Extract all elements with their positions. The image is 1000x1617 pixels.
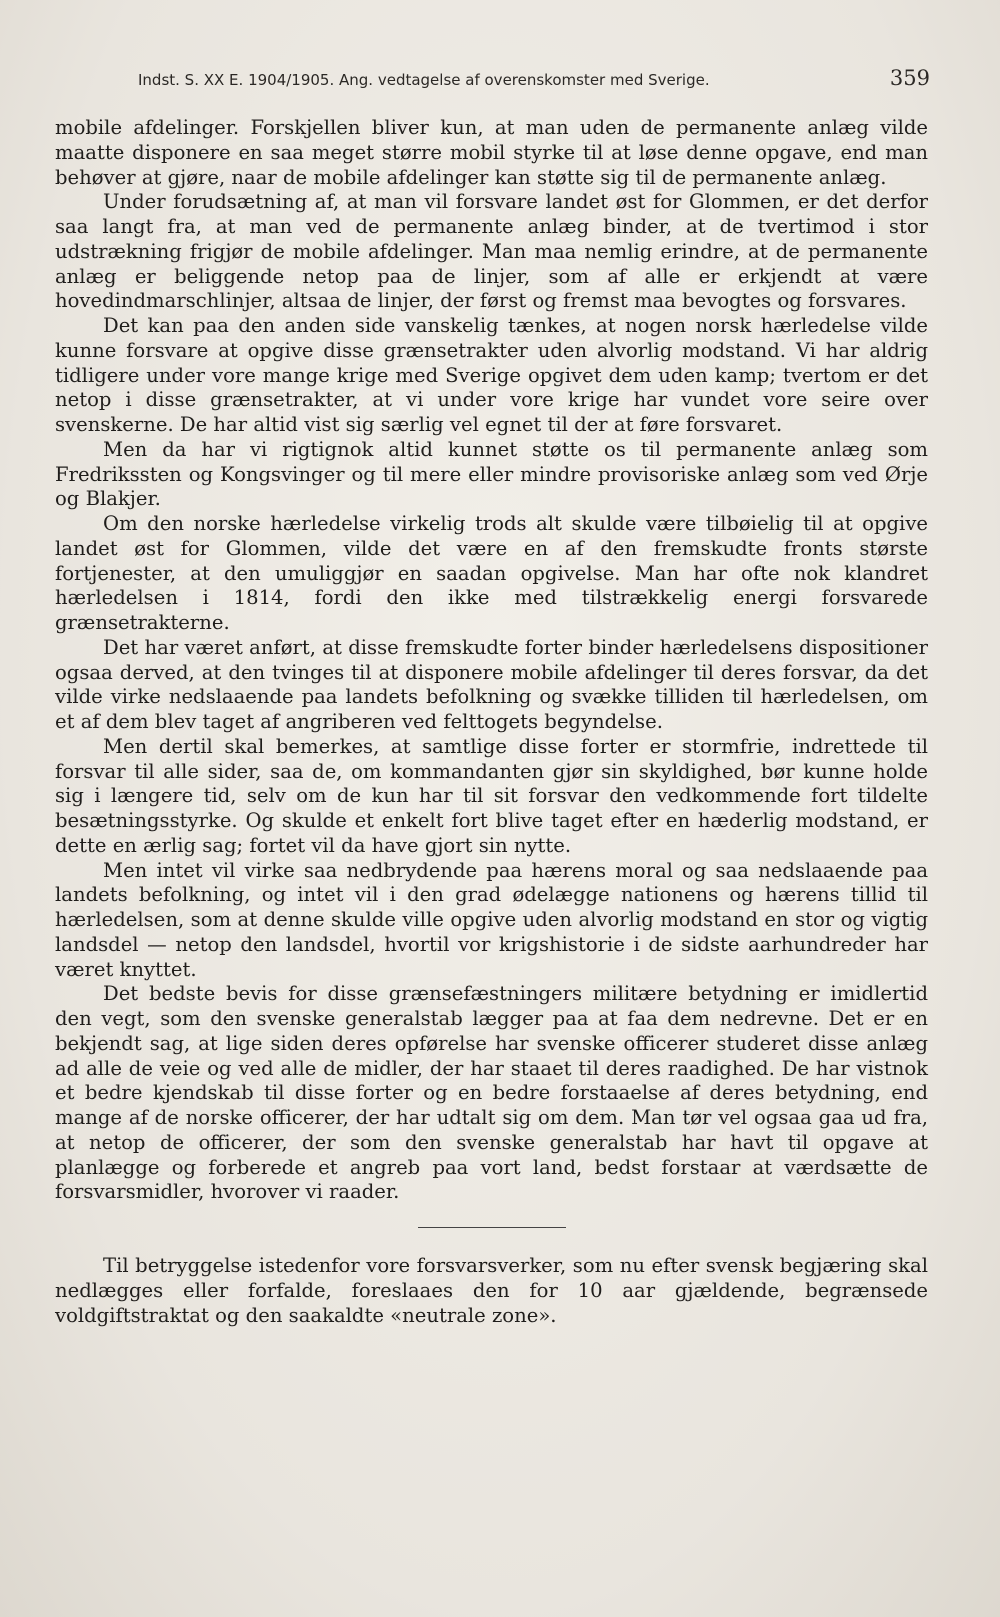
running-title: Indst. S. XX E. 1904/1905. Ang. vedtagelse af overenskomster med Sverige. <box>138 71 710 89</box>
paragraph: Men da har vi rigtignok altid kunnet støtte os til permanente anlæg som Fredrikssten og Kongsvinger og til mere eller mindre provisoriske anlæg som ved Ørje og Blakjer. <box>55 437 928 511</box>
section-divider <box>418 1227 566 1228</box>
paragraph: mobile afdelinger. Forskjellen bliver kun, at man uden de permanente anlæg vilde maatte disponere en saa meget større mobil styrke til at løse denne opgave, end man behøver at gjøre, naar de mobile afdelinger kan støtte sig til de permanente anlæg. <box>55 116 928 189</box>
paragraph: Under forudsætning af, at man vil forsvare landet øst for Glommen, er det derfor saa langt fra, at man ved de permanente anlæg binder, at de tvertimod i stor udstrækning frigjør de mobile afdelinger. Man maa nemlig erindre, at de permanente anlæg er beliggende netop paa de linjer, som af alle er erkjendt at være hovedindmarschlinjer, altsaa de linjer, der først og fremst maa bevogtes og forsvares. <box>55 190 928 313</box>
page-header <box>138 66 930 90</box>
paragraph: Det bedste bevis for disse grænsefæstningers militære betydning er imidlertid den vegt, som den svenske generalstab lægger paa at faa dem nedrevne. Det er en bekjendt sag, at lige siden deres opførelse har svenske officerer studeret disse anlæg ad alle de veie og ved alle de midler, der har staaet til deres raadighed. De har vistnok et bedre kjendskab til disse forter og en bedre forstaaelse af deres betydning, end mange af de norske officerer, der har udtalt sig om dem. Man tør vel ogsaa gaa ud fra, at netop de officerer, der som den svenske generalstab har havt til opgave at planlægge og forberede et angreb paa vort land, bedst forstaar at værdsætte de forsvarsmidler, hvorover vi raader. <box>55 982 928 1204</box>
paragraph: Det har været anført, at disse fremskudte forter binder hærledelsens dispositioner ogsaa derved, at den tvinges til at disponere mobile afdelinger til deres forsvar, da det vilde virke nedslaaende paa landets befolkning og svække tilliden til hærledelsen, om et af dem blev taget af angriberen ved felttogets begyndelse. <box>55 635 928 733</box>
final-paragraph: Til betryggelse istedenfor vore forsvarsverker, som nu efter svensk begjæring skal nedlægges eller forfalde, foreslaaes den for 10 aar gjældende, begrænsede voldgiftstraktat og den saakaldte «neutrale zone». <box>55 1254 928 1327</box>
page-body <box>55 116 928 1328</box>
paragraph: Det kan paa den anden side vanskelig tænkes, at nogen norsk hærledelse vilde kunne forsvare at opgive disse grænsetrakter uden alvorlig modstand. Vi har aldrig tidligere under vore mange krige med Sverige opgivet dem uden kamp; tvertom er det netop i disse grænsetrakter, at vi under vore krige har vundet vore seire over svenskerne. De har altid vist sig særlig vel egnet til der at føre forsvaret. <box>55 314 928 436</box>
paragraph: Men dertil skal bemerkes, at samtlige disse forter er stormfrie, indrettede til forsvar til alle sider, saa de, om kommandanten gjør sin skyldighed, bør kunne holde sig i længere tid, selv om de kun har til sit forsvar den vedkommende fort tildelte besætningsstyrke. Og skulde et enkelt fort blive taget efter en hæderlig modstand, er dette en ærlig sag; fortet vil da have gjort sin nytte. <box>55 734 928 857</box>
page-number: 359 <box>889 66 930 90</box>
paragraph: Om den norske hærledelse virkelig trods alt skulde være tilbøielig til at opgive landet øst for Glommen, vilde det være en af den fremskudte fronts største fortjenester, at den umuliggjør en saadan opgivelse. Man har ofte nok klandret hærledelsen i 1814, fordi den ikke med tilstrækkelig energi forsvarede grænsetrakterne. <box>55 512 928 634</box>
paragraph: Men intet vil virke saa nedbrydende paa hærens moral og saa nedslaaende paa landets befolkning, og intet vil i den grad ødelægge nationens og hærens tillid til hærledelsen, som at denne skulde ville opgive uden alvorlig modstand en stor og vigtig landsdel — netop den landsdel, hvortil vor krigshistorie i de sidste aarhundreder har været knyttet. <box>55 858 928 981</box>
